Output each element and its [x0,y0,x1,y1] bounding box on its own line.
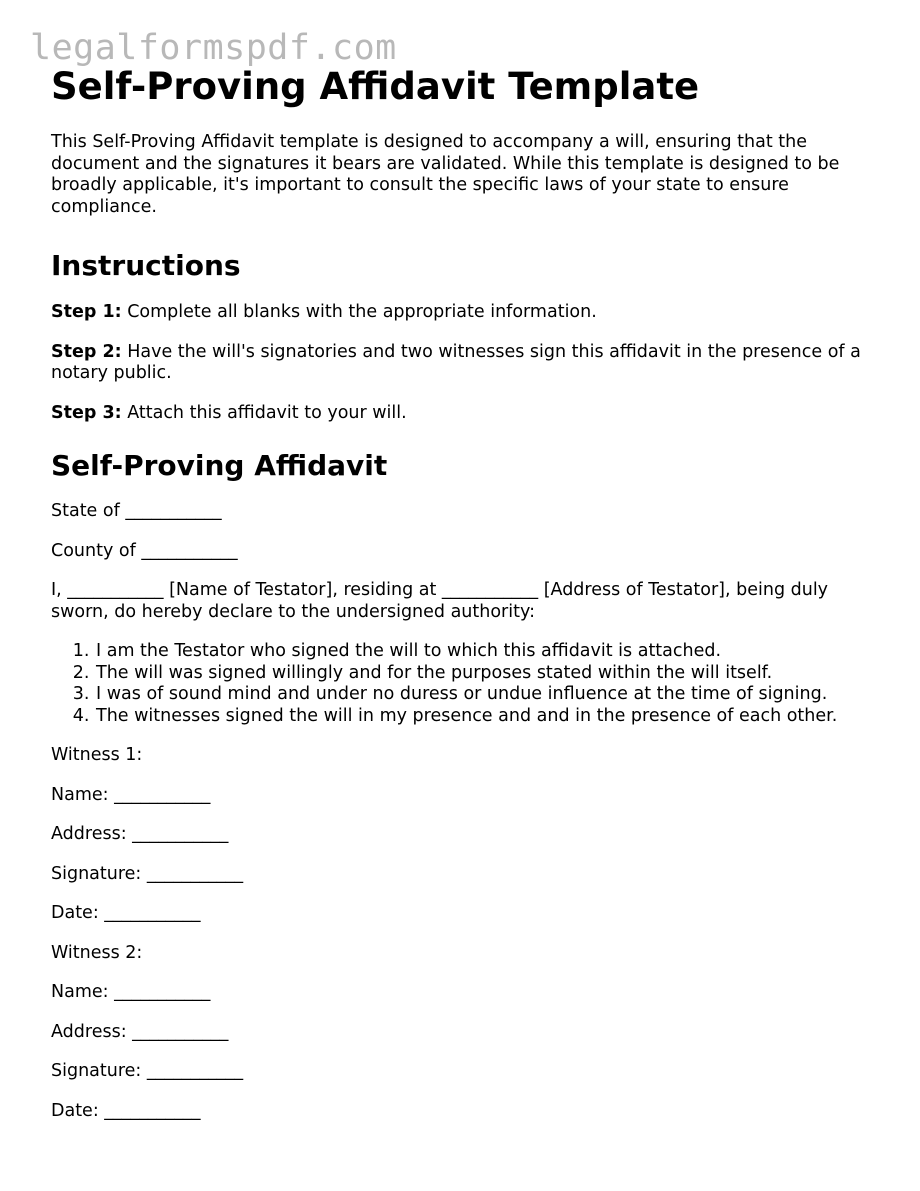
step-1 [51,302,871,324]
watermark: legalformspdf.com [30,28,397,68]
step-2 [51,342,871,385]
step-3-label: Step 3: [51,402,122,423]
step-1-label: Step 1: [51,302,122,322]
witness-1-heading: Witness 1: [51,745,143,765]
state-field: State of ___________ [51,501,222,521]
witness-1-address-field: Address: ___________ [51,824,229,844]
intro-paragraph: This Self-Proving Affidavit template is designed to accompany a will, ensuring that the document and the signatures it bears are validated. While this template is designed to be broadly applicable, it's important to consult the specific laws of your state to ensure compliance. [51,132,840,217]
witness-2-address-field: Address: ___________ [51,1021,229,1042]
page-title: Self-Proving Affidavit Template [51,65,700,108]
witness-1-signature-field: Signature: ___________ [51,863,244,884]
instructions-heading: Instructions [51,249,241,282]
witness-2-heading: Witness 2: [51,942,143,963]
declaration-list [51,641,871,727]
witness-2-signature-field: Signature: ___________ [51,1061,244,1081]
list-item: 3. I was of sound mind and under no duress or undue influence at the time of signing. [95,684,871,706]
list-item: 4. The witnesses signed the will in my presence and and in the presence of each other. [95,706,871,728]
declaration-paragraph: I, ___________ [Name of Testator], residing at ___________ [Address of Testator], being duly sworn, do hereby declare to the undersigned authority: [51,580,829,622]
step-3 [51,403,871,425]
witness-2-name-field: Name: ___________ [51,982,211,1002]
witness-2-date-field: Date: ___________ [51,1100,201,1121]
witness-1-name-field: Name: ___________ [51,784,211,805]
step-2-label: Step 2: [51,341,122,362]
county-field: County of ___________ [51,540,238,561]
step-3-text: Attach this affidavit to your will. [121,402,407,423]
step-1-text: Complete all blanks with the appropriate information. [121,302,597,322]
list-item: 2. The will was signed willingly and for the purposes stated within the will itself. [95,663,871,685]
document-page [51,64,871,1140]
list-item: 1. I am the Testator who signed the will to which this affidavit is attached. [95,641,871,663]
witness-1-date-field: Date: ___________ [51,903,201,923]
step-2-text: Have the will's signatories and two witnesses sign this affidavit in the presence of a notary public. [51,341,861,383]
affidavit-heading: Self-Proving Affidavit [51,449,388,482]
